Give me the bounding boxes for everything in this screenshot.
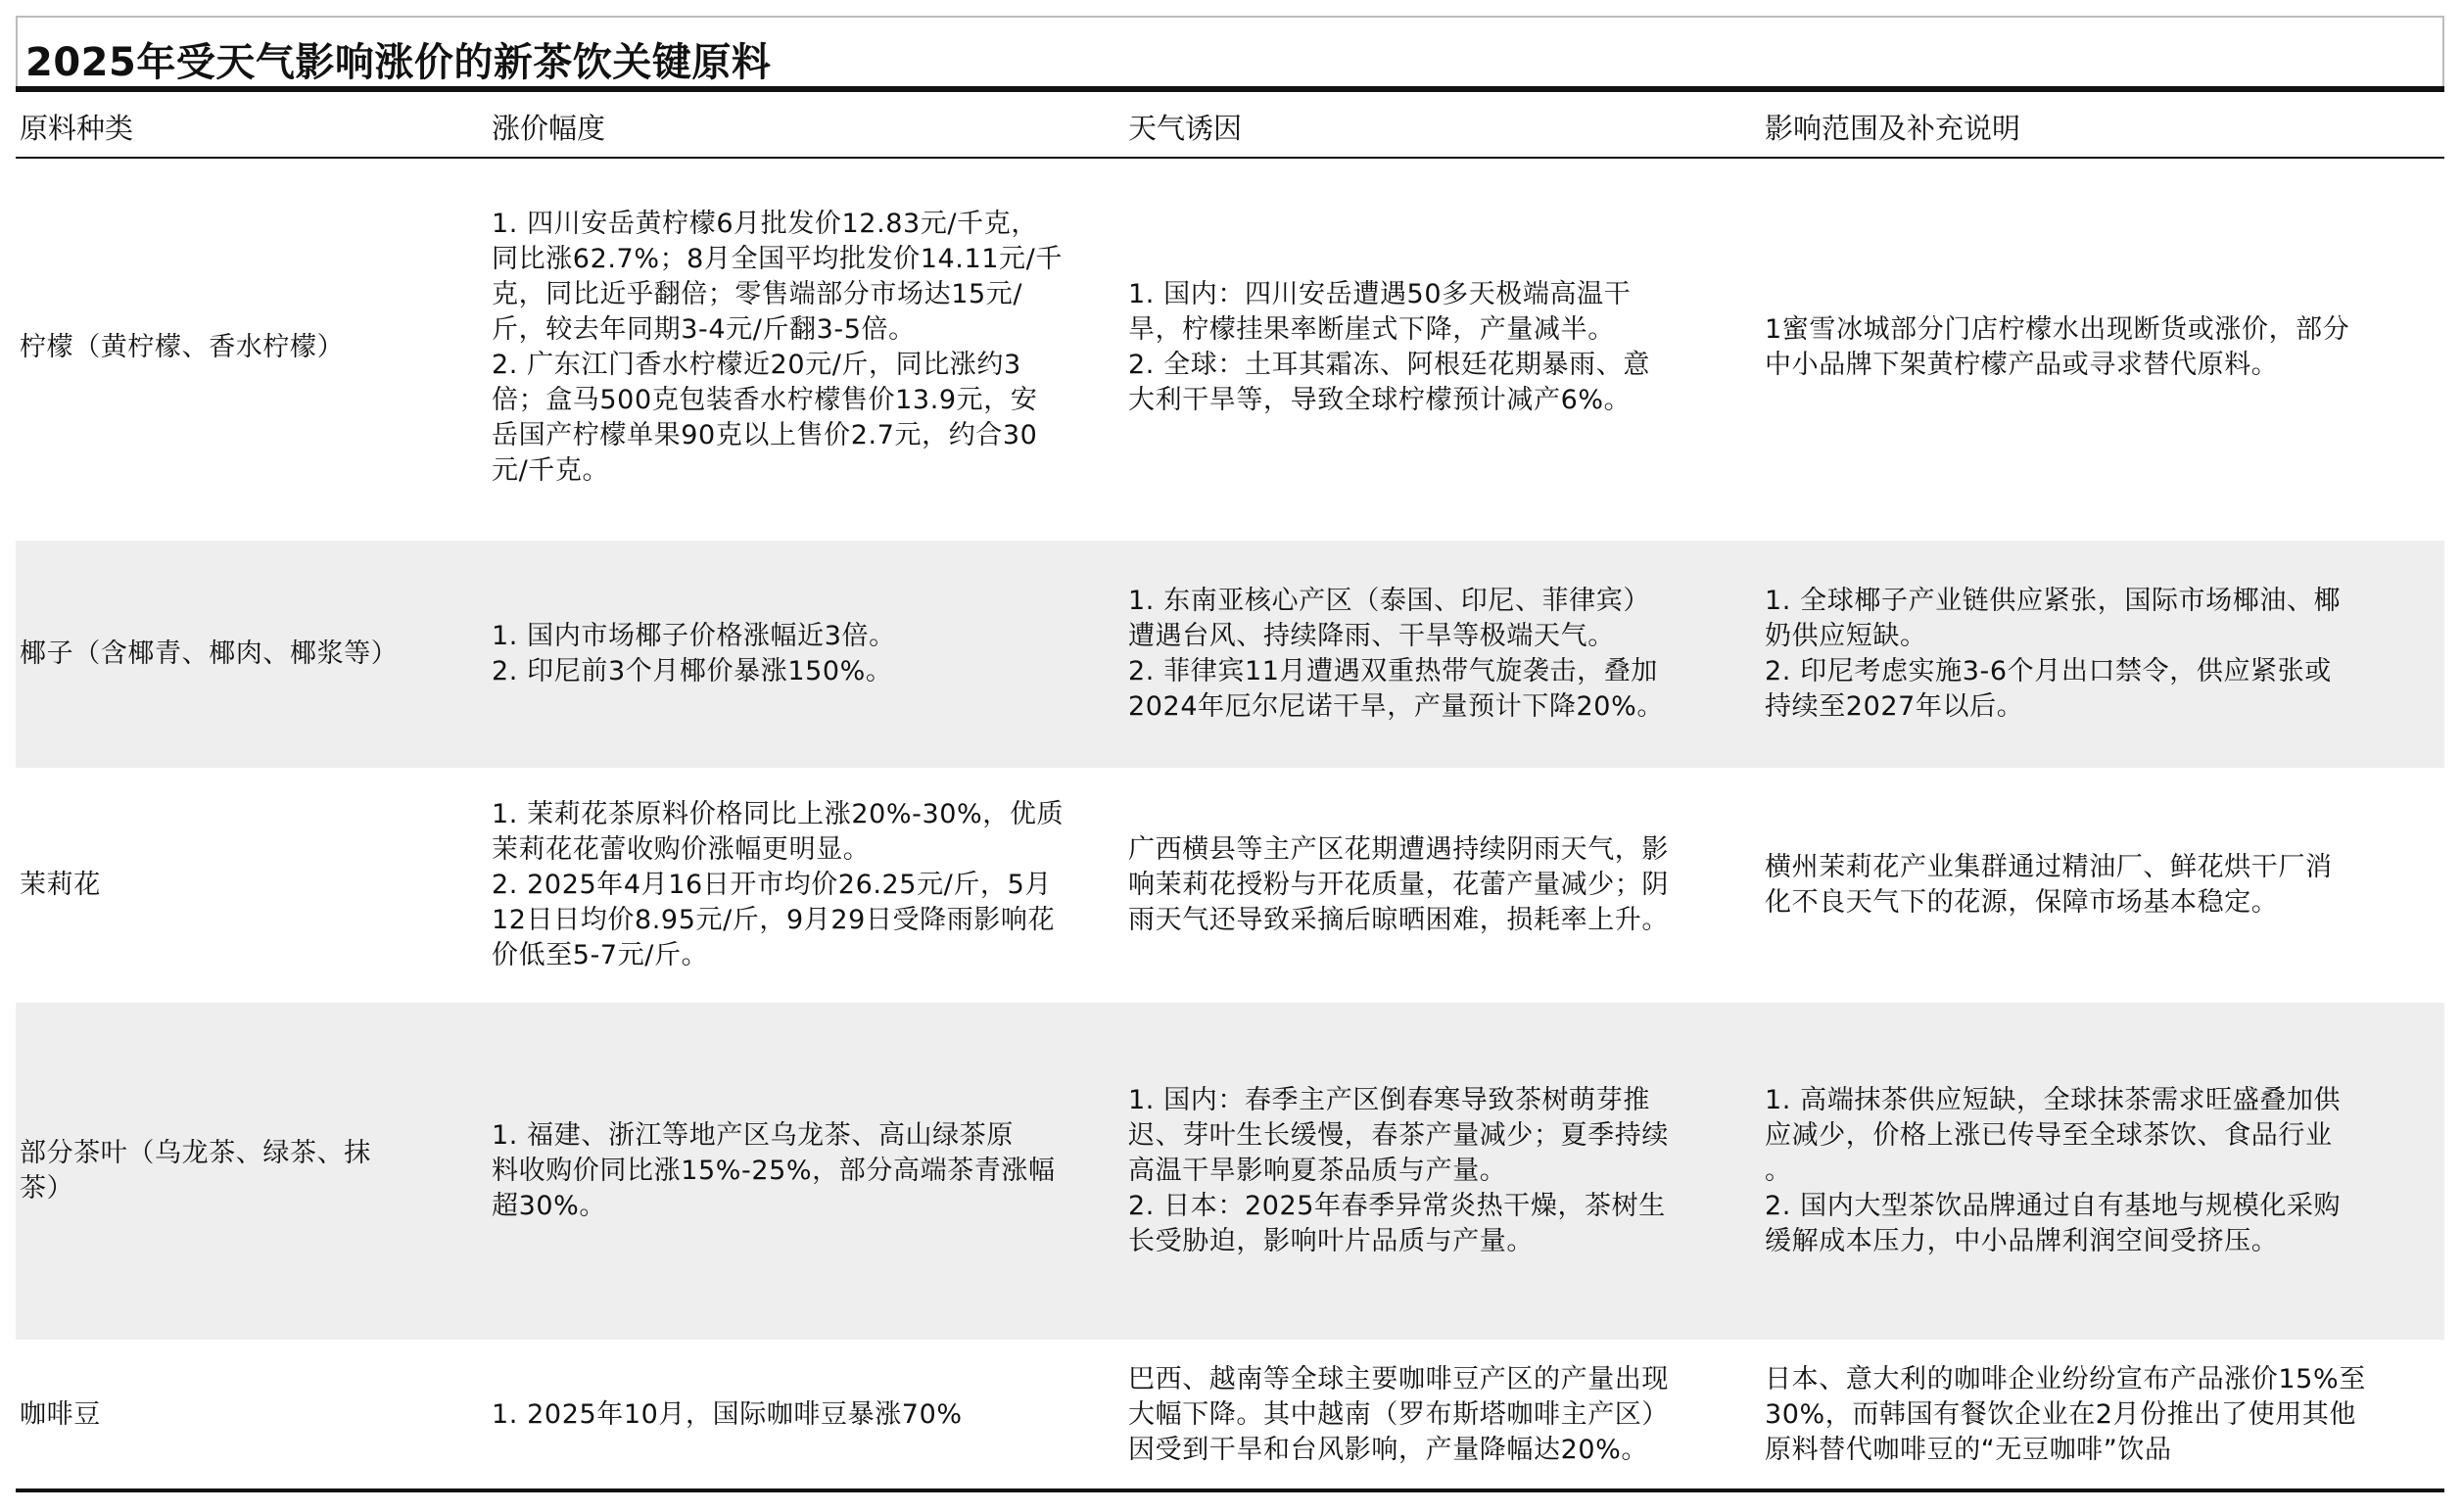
- material-text: 咖啡豆: [20, 1399, 101, 1430]
- table-row: [16, 1344, 2444, 1487]
- cell-impact: [1765, 159, 2444, 537]
- title-bar: [16, 16, 2444, 86]
- cell-weather-cause: [1128, 541, 1765, 768]
- cell-weather-cause: [1128, 772, 1765, 999]
- cell-price-increase: [492, 1344, 1128, 1487]
- cell-price-increase: [492, 772, 1128, 999]
- cell-price-increase: [492, 159, 1128, 537]
- impact-text: 1. 高端抹茶供应短缺，全球抹茶需求旺盛叠加供 应减少，价格上涨已传导至全球茶饮、食品行业 。 2. 国内大型茶饮品牌通过自有基地与规模化采购 缓解成本压力，中小品牌利润空间受挤压。: [1765, 1085, 2342, 1256]
- cell-material: [20, 159, 480, 537]
- price-increase-text: 1. 茉莉花茶原料价格同比上涨20%-30%，优质 茉莉花花蕾收购价涨幅更明显。 2. 2025年4月16日开市均价26.25元/斤，5月 12日日均价8.95元/斤，9月29日受降雨影响花 价低至5-7元/斤。: [492, 799, 1065, 970]
- cell-price-increase: [492, 541, 1128, 768]
- cell-impact: [1765, 1344, 2444, 1487]
- cell-material: [20, 1003, 480, 1340]
- impact-text: 1. 全球椰子产业链供应紧张，国际市场椰油、椰 奶供应短缺。 2. 印尼考虑实施3-6个月出口禁令，供应紧张或 持续至2027年以后。: [1765, 586, 2342, 722]
- price-increase-text: 1. 2025年10月，国际咖啡豆暴涨70%: [492, 1399, 963, 1430]
- table-row: [16, 541, 2444, 768]
- column-header-material: 原料种类: [20, 112, 134, 145]
- weather-cause-text: 1. 东南亚核心产区（泰国、印尼、菲律宾） 遭遇台风、持续降雨、干旱等极端天气。 2. 菲律宾11月遭遇双重热带气旋袭击，叠加 2024年厄尔尼诺干旱，产量预计下降20%。: [1128, 586, 1664, 722]
- cell-material: [20, 1344, 480, 1487]
- impact-text: 1蜜雪冰城部分门店柠檬水出现断货或涨价，部分 中小品牌下架黄柠檬产品或寻求替代原料。: [1765, 314, 2350, 380]
- table-row: [16, 1003, 2444, 1340]
- cell-impact: [1765, 1003, 2444, 1340]
- cell-price-increase: [492, 1003, 1128, 1340]
- cell-impact: [1765, 772, 2444, 999]
- cell-material: [20, 772, 480, 999]
- price-increase-text: 1. 福建、浙江等地产区乌龙茶、高山绿茶原 料收购价同比涨15%-25%，部分高端茶青涨幅 超30%。: [492, 1120, 1056, 1221]
- impact-text: 横州茉莉花产业集群通过精油厂、鲜花烘干厂消 化不良天气下的花源，保障市场基本稳定。: [1765, 852, 2333, 918]
- table-title: 2025年受天气影响涨价的新茶饮关键原料: [25, 40, 772, 85]
- table-row: [16, 159, 2444, 537]
- impact-text: 日本、意大利的咖啡企业纷纷宣布产品涨价15%至 30%，而韩国有餐饮企业在2月份推出了使用其他 原料替代咖啡豆的“无豆咖啡”饮品: [1765, 1364, 2366, 1465]
- table-bottom-rule: [16, 1488, 2444, 1492]
- cell-material: [20, 541, 480, 768]
- column-header-weather-cause: 天气诱因: [1128, 112, 1243, 145]
- material-text: 部分茶叶（乌龙茶、绿茶、抹 茶）: [20, 1138, 371, 1204]
- page-frame: [16, 16, 2444, 1494]
- weather-cause-text: 1. 国内：春季主产区倒春寒导致茶树萌芽推 迟、芽叶生长缓慢，春茶产量减少；夏季持续 高温干旱影响夏茶品质与产量。 2. 日本：2025年春季异常炎热干燥，茶树生 长受胁迫，影响叶片品质与产量。: [1128, 1085, 1669, 1256]
- material-text: 茉莉花: [20, 870, 101, 900]
- cell-weather-cause: [1128, 159, 1765, 537]
- column-header-impact: 影响范围及补充说明: [1765, 112, 2021, 145]
- material-text: 柠檬（黄柠檬、香水柠檬）: [20, 332, 345, 362]
- table-header: [16, 92, 2444, 159]
- price-increase-text: 1. 国内市场椰子价格涨幅近3倍。 2. 印尼前3个月椰价暴涨150%。: [492, 621, 896, 686]
- material-text: 椰子（含椰青、椰肉、椰浆等）: [20, 638, 399, 669]
- cell-weather-cause: [1128, 1344, 1765, 1487]
- price-increase-text: 1. 四川安岳黄柠檬6月批发价12.83元/千克， 同比涨62.7%；8月全国平均批发价14.11元/千 克，同比近乎翻倍；零售端部分市场达15元/ 斤，较去年同期3-4元/斤翻3-5倍。 2. 广东江门香水柠檬近20元/斤，同比涨约3 倍；盒马500克包装香水柠檬售价13.9元，安 岳国产柠檬单果90克以上售价2.7元，约合30 元/千克。: [492, 209, 1063, 486]
- table-row: [16, 772, 2444, 999]
- weather-cause-text: 广西横县等主产区花期遭遇持续阴雨天气，影 响茉莉花授粉与开花质量，花蕾产量减少；阴 雨天气还导致采摘后晾晒困难，损耗率上升。: [1128, 834, 1669, 935]
- column-header-price-increase: 涨价幅度: [492, 112, 606, 145]
- weather-cause-text: 1. 国内：四川安岳遭遇50多天极端高温干 旱，柠檬挂果率断崖式下降，产量减半。 2. 全球：土耳其霜冻、阿根廷花期暴雨、意 大利干旱等，导致全球柠檬预计减产6%。: [1128, 279, 1650, 415]
- cell-impact: [1765, 541, 2444, 768]
- weather-cause-text: 巴西、越南等全球主要咖啡豆产区的产量出现 大幅下降。其中越南（罗布斯塔咖啡主产区） 因受到干旱和台风影响，产量降幅达20%。: [1128, 1364, 1669, 1465]
- cell-weather-cause: [1128, 1003, 1765, 1340]
